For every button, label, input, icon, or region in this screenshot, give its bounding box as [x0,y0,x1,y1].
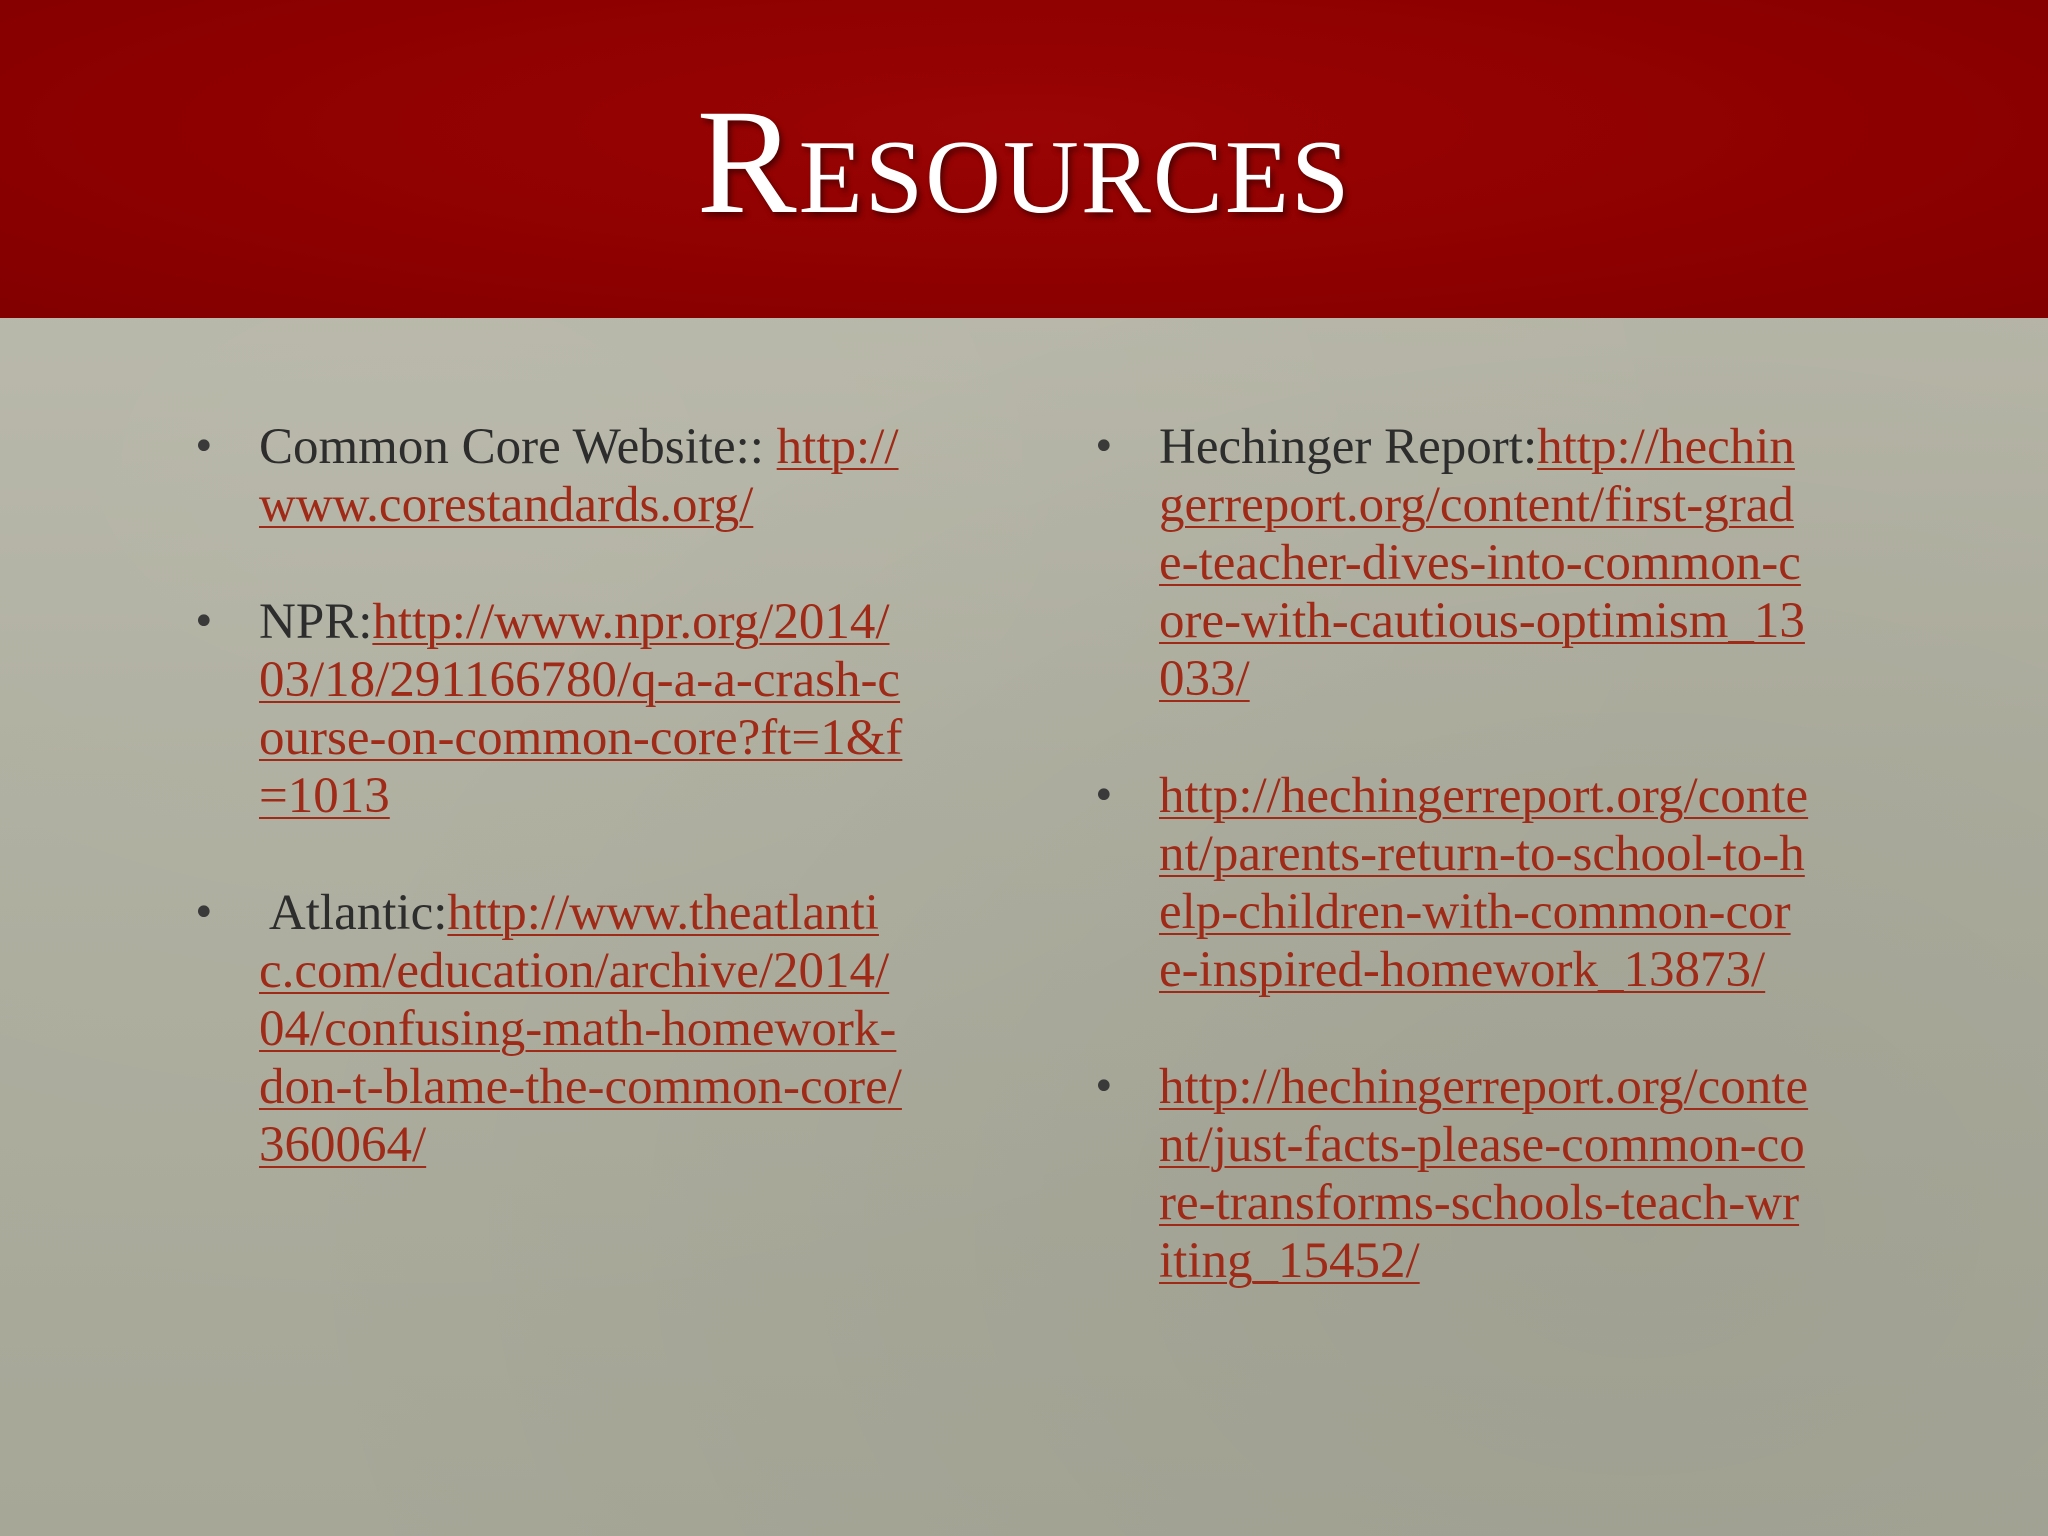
left-column [192,418,912,1233]
resource-link[interactable]: http://hechingerreport.org/content/parents-return-to-school-to-help-children-with-common-core-inspired-homework_13873/ [1159,768,1809,998]
resource-item-hechinger-parents [1092,767,1812,999]
bullet-icon: • [1092,773,1116,819]
bullet-icon: • [192,424,216,470]
right-resource-list [1092,418,1812,1290]
right-column [1092,418,1812,1349]
title-banner [0,0,2048,318]
bullet-icon: • [1092,1064,1116,1110]
resource-link[interactable]: http://www.npr.org/2014/03/18/291166780/q-a-a-crash-course-on-common-core?ft=1&f=1013 [259,594,903,824]
bullet-icon: • [192,599,216,645]
bullet-icon: • [192,890,216,936]
resource-link[interactable]: http://hechingerreport.org/content/first-grade-teacher-dives-into-common-core-with-cautious-optimism_13033/ [1159,419,1805,707]
left-resource-list [192,418,912,1174]
resource-label: Common Core Website:: [259,419,777,475]
resource-link[interactable]: http://www.theatlantic.com/education/archive/2014/04/confusing-math-homework-don-t-blame-the-common-core/360064/ [259,885,902,1173]
resource-link[interactable]: http://hechingerreport.org/content/just-facts-please-common-core-transforms-schools-teach-writing_15452/ [1159,1059,1809,1289]
resource-label: Atlantic: [259,885,448,941]
resource-label: NPR: [259,594,373,650]
resource-link[interactable]: http://www.corestandards.org/ [259,419,899,533]
slide-title: Resources [696,79,1352,245]
resource-item-hechinger-writing [1092,1058,1812,1290]
bullet-icon: • [1092,424,1116,470]
resource-item-common-core [192,418,912,534]
resource-item-atlantic [192,884,912,1174]
resource-item-npr [192,593,912,825]
resource-label: Hechinger Report: [1159,419,1538,475]
resource-item-hechinger-first-grade [1092,418,1812,708]
